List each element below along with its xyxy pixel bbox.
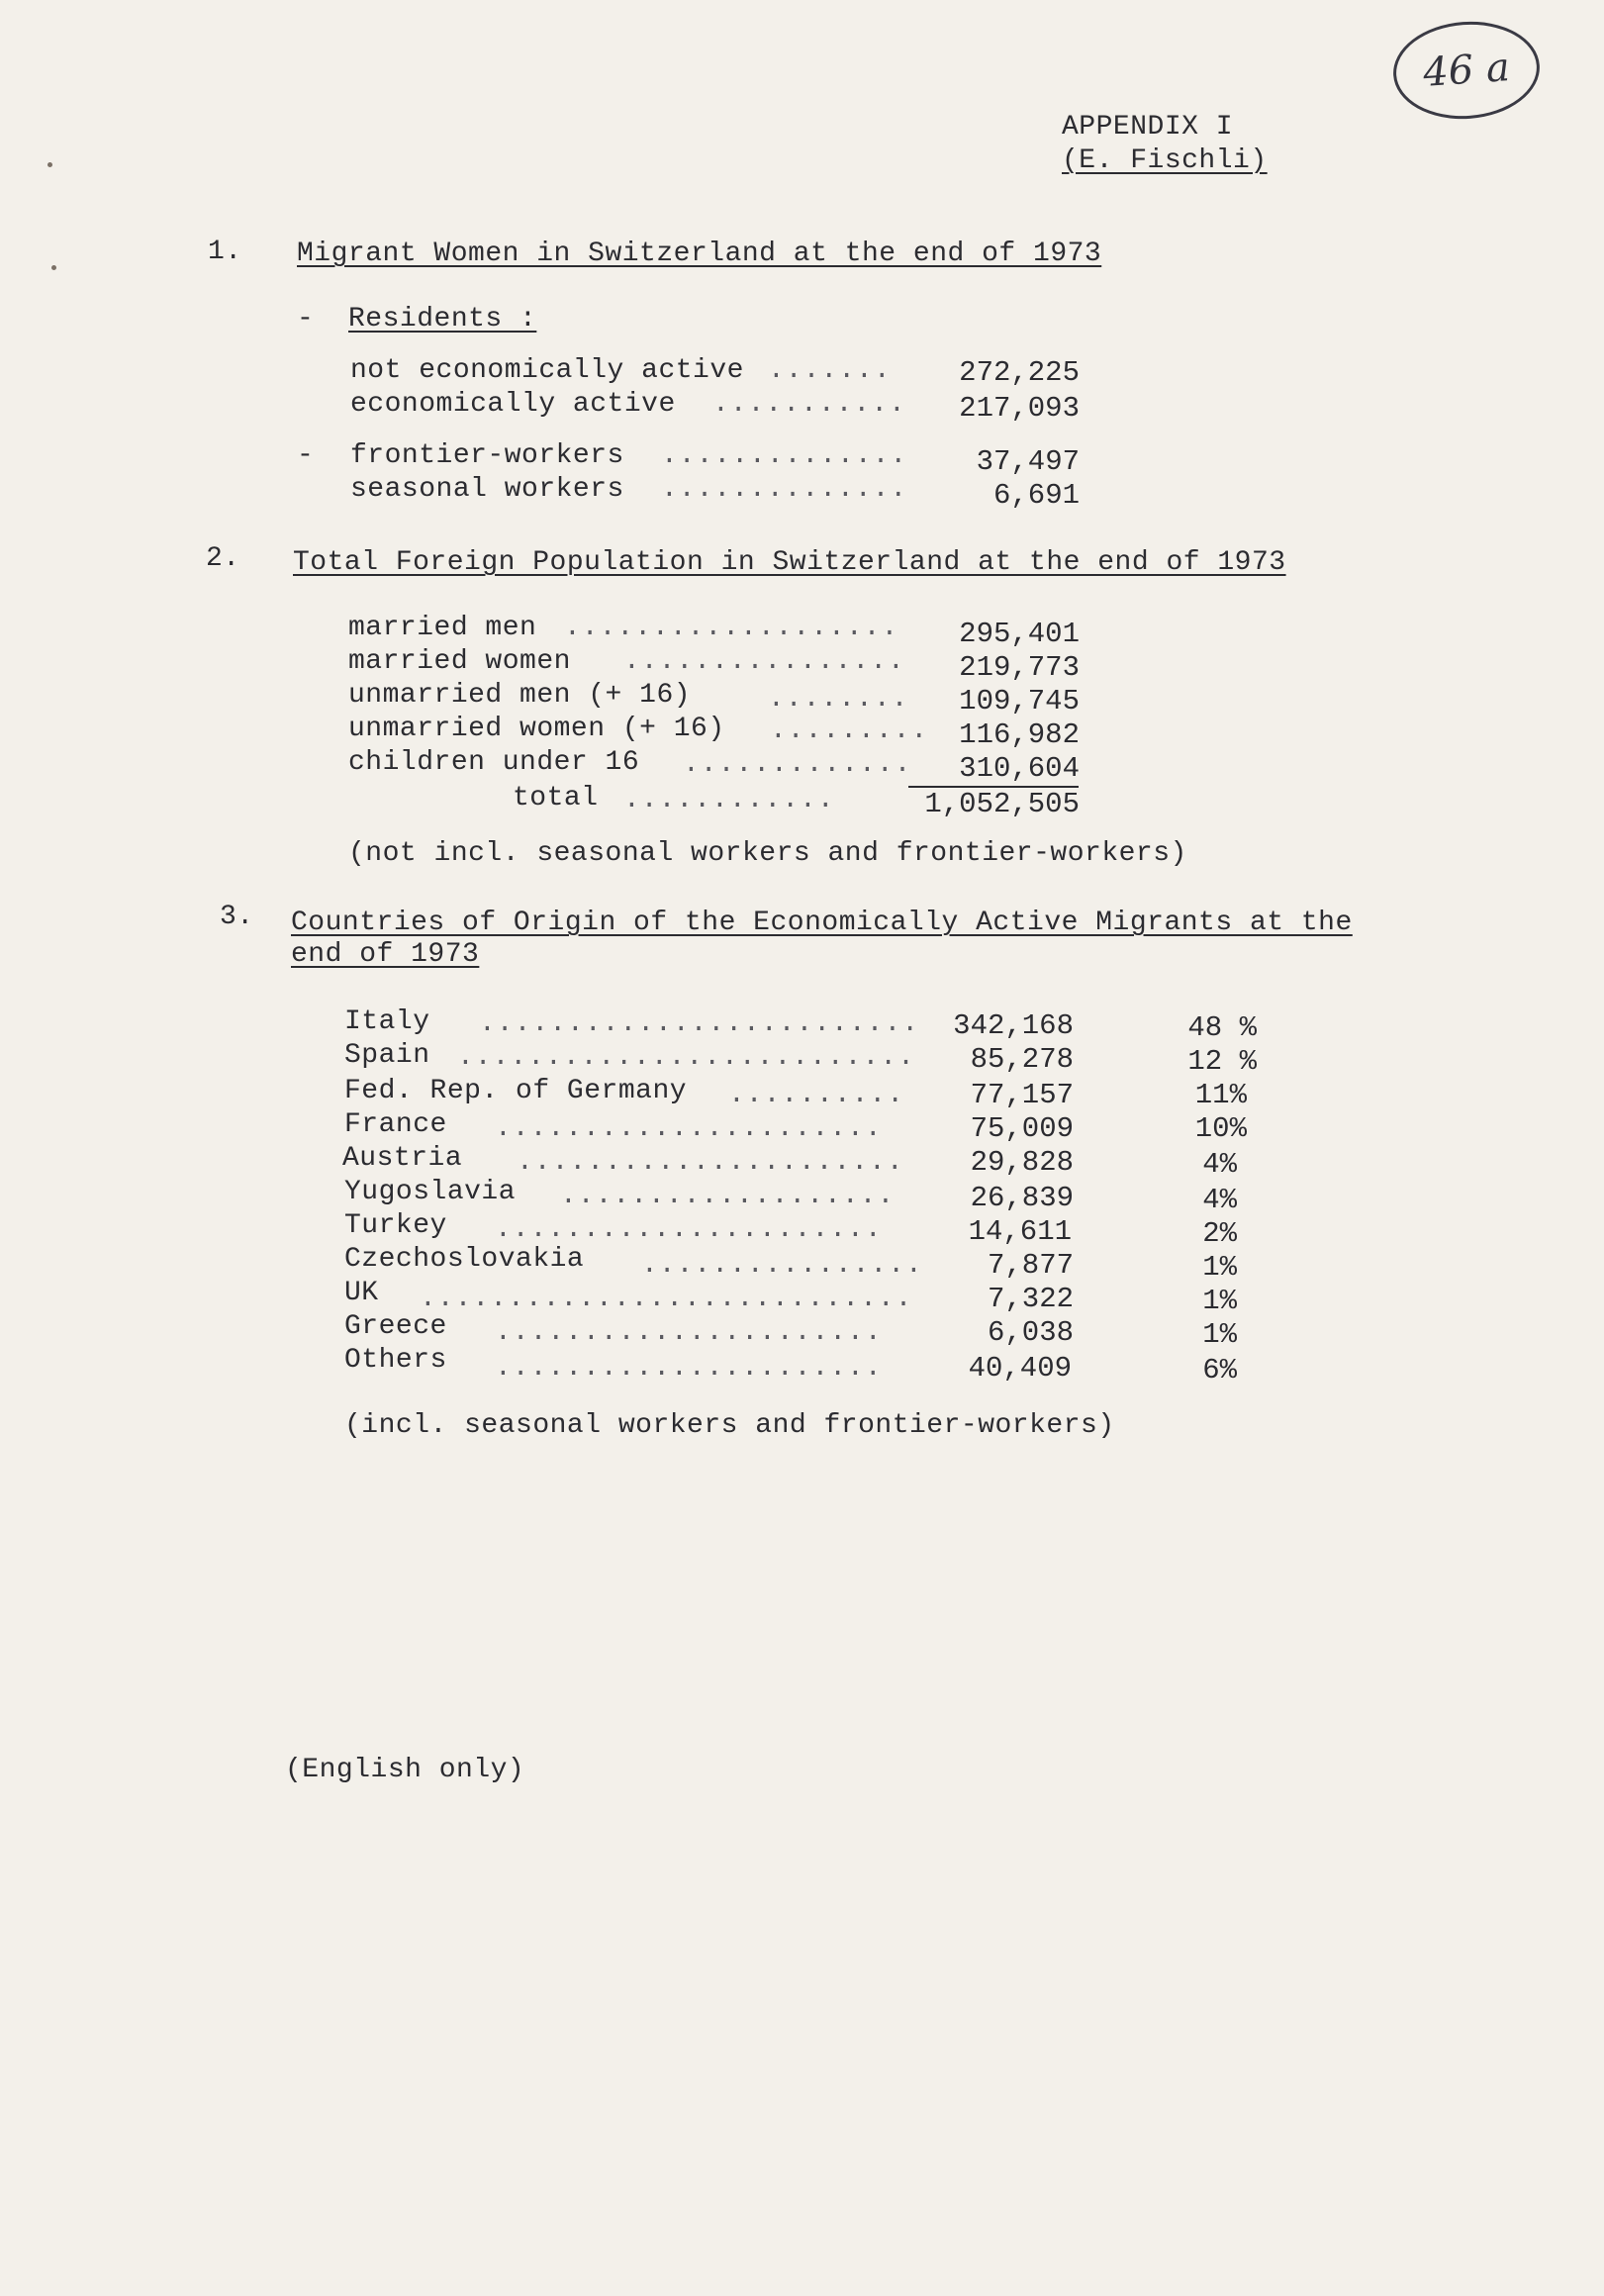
leader-dots: .............. <box>661 474 908 505</box>
row-label: married men <box>348 613 537 643</box>
language-note: (English only) <box>285 1755 525 1785</box>
country-percent: 48 % <box>1187 1011 1257 1044</box>
country-label: Spain <box>344 1040 430 1071</box>
row-value: 109,745 <box>959 685 1080 718</box>
country-value: 7,877 <box>987 1249 1074 1282</box>
country-percent: 11% <box>1194 1079 1247 1111</box>
leader-dots: ................... <box>564 613 899 643</box>
appendix-title: APPENDIX I <box>1062 112 1234 143</box>
row-value: 272,225 <box>959 356 1080 389</box>
leader-dots: ...................... <box>517 1147 904 1178</box>
country-percent: 1% <box>1202 1318 1237 1351</box>
country-label: UK <box>344 1278 379 1308</box>
section-3-title-line-1: Countries of Origin of the Economically Active Migrants at the <box>291 908 1353 938</box>
country-value: 85,278 <box>970 1043 1074 1076</box>
leader-dots: ................... <box>560 1181 896 1211</box>
author-label: (E. Fischli) <box>1062 145 1268 176</box>
row-label: children under 16 <box>348 747 640 778</box>
country-percent: 6% <box>1202 1354 1237 1387</box>
country-label: Austria <box>342 1143 463 1174</box>
frontier-dash: - <box>297 440 315 471</box>
country-value: 7,322 <box>987 1283 1074 1315</box>
country-label: Fed. Rep. of Germany <box>344 1076 688 1106</box>
country-value: 26,839 <box>970 1182 1074 1214</box>
leader-dots: ............................ <box>420 1284 913 1314</box>
total-label: total <box>513 783 599 813</box>
leader-dots: ...................... <box>495 1353 883 1384</box>
leader-dots: ................ <box>623 646 905 677</box>
leader-dots: ............. <box>683 749 912 780</box>
country-value: 75,009 <box>970 1112 1074 1145</box>
leader-dots: ...................... <box>495 1214 883 1245</box>
country-value: 29,828 <box>970 1146 1074 1179</box>
country-label: Turkey <box>344 1210 447 1241</box>
row-label: unmarried men (+ 16) <box>348 680 692 711</box>
page-number-stamp: 46 a <box>1390 17 1543 124</box>
section-1-title: Migrant Women in Switzerland at the end of 1973 <box>297 239 1102 269</box>
row-value: 310,604 <box>959 752 1080 785</box>
country-label: Czechoslovakia <box>344 1244 585 1275</box>
country-percent: 4% <box>1202 1148 1237 1181</box>
row-label: seasonal workers <box>350 474 624 505</box>
country-label: Greece <box>344 1311 447 1342</box>
leader-dots: ......................... <box>479 1008 920 1039</box>
country-label: Yugoslavia <box>344 1177 517 1207</box>
section-2-note: (not incl. seasonal workers and frontier-workers) <box>348 838 1187 869</box>
residents-dash: - <box>297 304 315 335</box>
leader-dots: ................ <box>641 1250 923 1281</box>
section-2-number: 2. <box>206 543 240 574</box>
residents-label: Residents : <box>348 304 537 335</box>
country-percent: 2% <box>1202 1217 1237 1250</box>
leader-dots: .......................... <box>457 1042 915 1073</box>
leader-dots: ........ <box>768 684 909 715</box>
country-value: 77,157 <box>970 1079 1074 1111</box>
country-percent: 4% <box>1202 1184 1237 1216</box>
row-value: 219,773 <box>959 651 1080 684</box>
row-label: frontier-workers <box>350 440 624 471</box>
leader-dots: ............ <box>623 785 835 815</box>
country-percent: 10% <box>1194 1112 1247 1145</box>
country-value: 342,168 <box>953 1009 1074 1042</box>
row-value: 295,401 <box>959 618 1080 650</box>
leader-dots: ........... <box>712 389 906 420</box>
row-value: 116,982 <box>959 718 1080 751</box>
section-2-title: Total Foreign Population in Switzerland at the end of 1973 <box>293 547 1286 578</box>
row-label: unmarried women (+ 16) <box>348 714 725 744</box>
row-value: 6,691 <box>992 479 1080 512</box>
row-value: 37,497 <box>976 445 1080 478</box>
leader-dots: .............. <box>661 440 908 471</box>
country-percent: 1% <box>1202 1285 1237 1317</box>
section-3-note: (incl. seasonal workers and frontier-workers) <box>344 1410 1115 1441</box>
paper-speck <box>51 265 56 270</box>
leader-dots: ...................... <box>495 1317 883 1348</box>
leader-dots: .......... <box>728 1080 905 1110</box>
country-label: France <box>344 1109 447 1140</box>
leader-dots: ......... <box>770 716 929 746</box>
leader-dots: ....... <box>768 355 892 386</box>
row-value: 217,093 <box>959 392 1080 425</box>
country-percent: 12 % <box>1187 1045 1257 1078</box>
country-value: 14,611 <box>968 1215 1072 1248</box>
total-value: 1,052,505 <box>924 788 1080 820</box>
country-label: Others <box>344 1345 447 1376</box>
row-label: not economically active <box>350 355 744 386</box>
row-label: economically active <box>350 389 676 420</box>
country-value: 40,409 <box>968 1352 1072 1385</box>
row-label: married women <box>348 646 571 677</box>
section-1-number: 1. <box>208 237 242 267</box>
paper-speck <box>47 162 52 167</box>
section-3-title-line-2: end of 1973 <box>291 939 480 970</box>
country-value: 6,038 <box>987 1316 1074 1349</box>
leader-dots: ...................... <box>495 1113 883 1144</box>
section-3-number: 3. <box>220 902 254 932</box>
country-percent: 1% <box>1202 1251 1237 1284</box>
country-label: Italy <box>344 1006 430 1037</box>
